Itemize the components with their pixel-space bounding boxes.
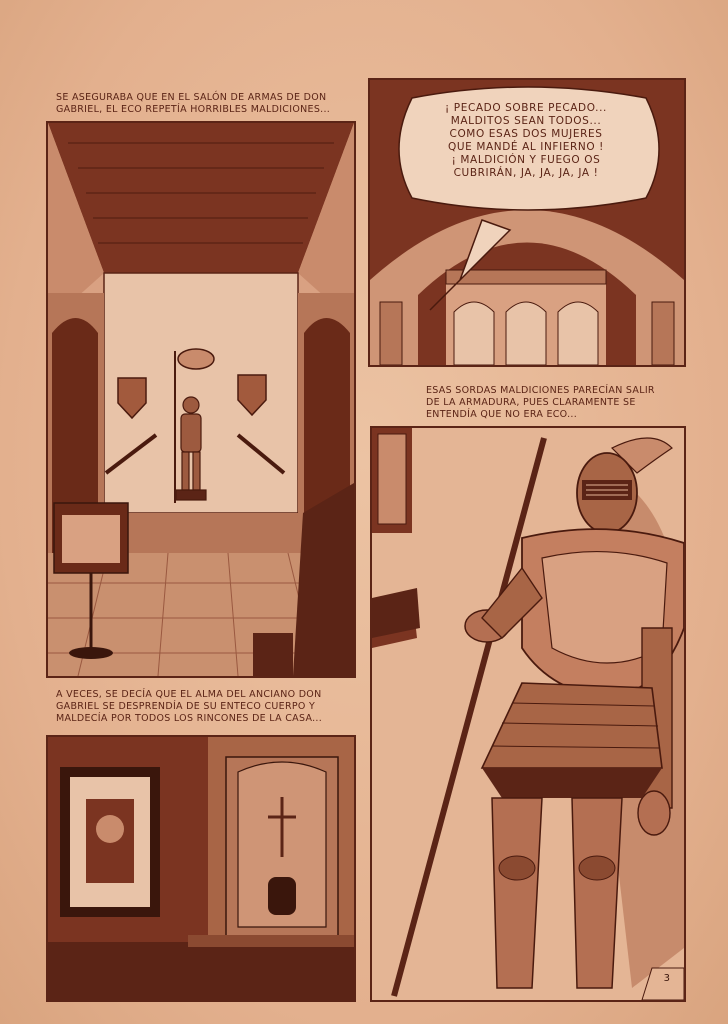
page-number: 3 <box>663 973 670 984</box>
panel-portrait-shrine <box>46 735 356 1002</box>
portrait-frame-icon <box>60 767 160 917</box>
armory-hall-illustration <box>48 123 354 676</box>
armor-closeup-illustration <box>372 428 684 1000</box>
panel-armory-hall <box>46 121 356 678</box>
panel-arch-speech <box>368 78 686 367</box>
speech-balloon: ¡ PECADO SOBRE PECADO... MALDITOS SEAN TODOS... COMO ESAS DOS MUJERES QUE MANDÉ AL INFIERNO ! ¡ MALDICIÓN Y FUEGO OS CUBRIRÁN, JA, JA, JA, JA ! <box>445 102 607 179</box>
portrait-shrine-illustration <box>48 737 354 1000</box>
panel-armor-closeup <box>370 426 686 1002</box>
helmet-icon <box>577 453 637 533</box>
caption-panel-4: A VECES, SE DECÍA QUE EL ALMA DEL ANCIANO DON GABRIEL SE DESPRENDÍA DE SU ENTECO CUERPO Y MALDECÍA POR TODOS LOS RINCONES DE LA CASA... <box>56 689 323 724</box>
caption-panel-3: ESAS SORDAS MALDICIONES PARECÍAN SALIR DE LA ARMADURA, PUES CLARAMENTE SE ENTENDÍA QUE NO ERA ECO... <box>426 385 655 420</box>
caption-panel-1: SE ASEGURABA QUE EN EL SALÓN DE ARMAS DE DON GABRIEL, EL ECO REPETÍA HORRIBLES MALDICIONES... <box>56 92 331 115</box>
